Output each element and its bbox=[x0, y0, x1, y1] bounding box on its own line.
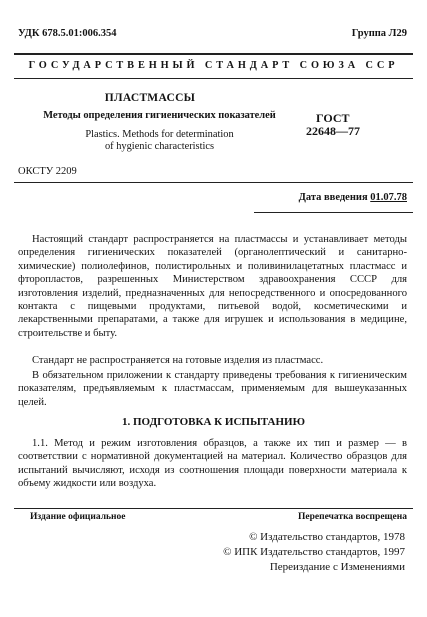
reissue-note: Переиздание с Изменениями bbox=[269, 561, 405, 573]
reprint-prohibited-label: Перепечатка воспрещена bbox=[297, 512, 407, 522]
gost-label: ГОСТ bbox=[316, 111, 350, 125]
official-edition-label: Издание официальное bbox=[30, 512, 126, 522]
date-rule bbox=[254, 212, 413, 213]
group-code: Группа Л29 bbox=[351, 28, 407, 39]
introduction-date bbox=[299, 192, 407, 203]
top-rule bbox=[14, 53, 413, 55]
footer-rule bbox=[14, 508, 413, 509]
exclusion-paragraph: Стандарт не распространяется на готовые изделия из пластмасс. bbox=[32, 355, 324, 366]
copyright-1997: © ИПК Издательство стандартов, 1997 bbox=[223, 546, 405, 558]
copyright-1978: © Издательство стандартов, 1978 bbox=[249, 531, 405, 543]
state-standard-banner: ГОСУДАРСТВЕННЫЙ СТАНДАРТ СОЮЗА ССР bbox=[28, 60, 399, 71]
subtitle-russian: Методы определения гигиенических показателей bbox=[43, 110, 276, 121]
introduction-date-label: Дата введения bbox=[298, 192, 368, 203]
scope-paragraph: Настоящий стандарт распространяется на пластмассы и устанавливает методы определения гигиенических показателей (органолептический и санитарно-химические) полиолефинов, полистирольных и поливинилацетатных пластмасс и фторопластов, разрешенных Министерством здравоохранения СССР для изготовления изделий, предназначенных для непосредственного и опосредованного контакта с пищевыми продуктами, питьевой водой, косметическими и лекарственными препаратами, а также для игрушек и использования в медицине, строительстве и быту. bbox=[18, 234, 407, 339]
okstu-code: ОКСТУ 2209 bbox=[18, 166, 77, 177]
introduction-date-value: 01.07.78 bbox=[370, 192, 407, 203]
clause-1-1: 1.1. Метод и режим изготовления образцов, а также их тип и размер — в соответствии с нормативной документацией на материал. Количество образцов для испытаний вычисляют, исходя из соотношения площади поверхности материала к объему жидкости или воздуха. bbox=[18, 438, 407, 490]
subtitle-english-line1: Plastics. Methods for determination bbox=[85, 129, 234, 140]
udk-code: УДК 678.5.01:006.354 bbox=[18, 28, 117, 39]
banner-rule bbox=[14, 78, 413, 79]
document-title: ПЛАСТМАССЫ bbox=[104, 92, 196, 104]
appendix-paragraph: В обязательном приложении к стандарту приведены требования к гигиеническим показателям, предъявляемым к пластмассам, применяемым для вышеуказанных целей. bbox=[18, 370, 407, 408]
gost-number: 22648—77 bbox=[306, 124, 360, 138]
subtitle-english-line2: of hygienic characteristics bbox=[104, 141, 215, 152]
section-heading: 1. ПОДГОТОВКА К ИСПЫТАНИЮ bbox=[122, 416, 305, 428]
okstu-rule bbox=[14, 182, 413, 183]
